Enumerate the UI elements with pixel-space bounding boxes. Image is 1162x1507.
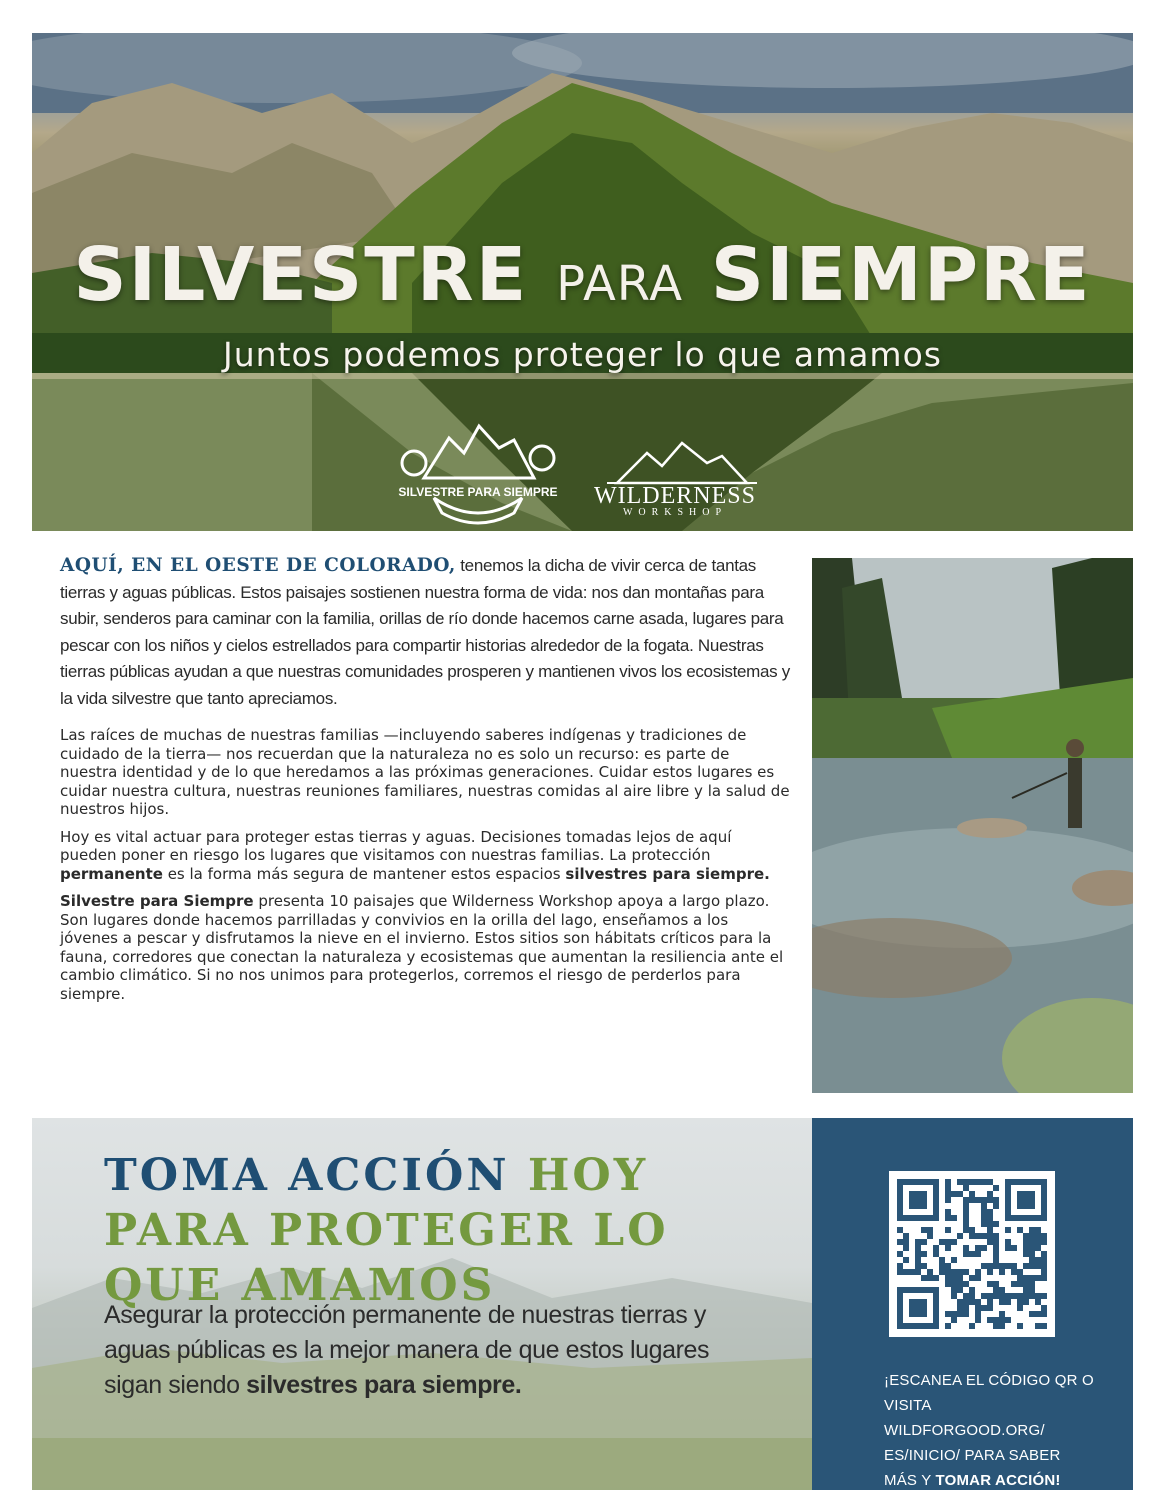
bold-silvestres: silvestres para siempre. <box>565 864 770 883</box>
silvestre-para-siempre-logo <box>394 418 562 530</box>
silvestre-logo-text: SILVESTRE PARA SIEMPRE <box>398 485 558 499</box>
bold-silvestre-para-siempre: Silvestre para Siempre <box>60 892 254 910</box>
intro-paragraph <box>60 553 790 712</box>
qr-panel <box>812 1118 1133 1490</box>
qr-instructions <box>884 1368 1094 1493</box>
paragraph-roots: Las raíces de muchas de nuestras familias —incluyendo saberes indígenas y tradiciones de cuidado de la tierra— nos recuerdan que la naturaleza no es solo un recurso: es parte de nuestra identidad y de lo que heredamos a las próximas generaciones. Cuidar estos lugares es cuidar nuestra cultura, nuestras reuniones familiares, nuestras comidas al aire libre y la salud de nuestros hijos. <box>60 726 790 818</box>
bold-permanente: permanente <box>60 864 163 883</box>
cta-body-bold: silvestres para siempre. <box>246 1371 522 1399</box>
qr-code-icon <box>889 1171 1055 1337</box>
river-photo-image <box>812 558 1133 1093</box>
qr-code[interactable] <box>889 1171 1055 1337</box>
qr-instructions-bold: TOMAR ACCIÓN! <box>935 1472 1061 1489</box>
article-body <box>60 553 790 1003</box>
hero-title <box>32 233 1133 326</box>
fishing-river-photo <box>812 558 1133 1093</box>
paragraph-act-now-text: Hoy es vital actuar para proteger estas tierras y aguas. Decisiones tomadas lejos de aquí pueden poner en riesgo los lugares que visitamos con nuestras familias. La protección <box>60 827 732 864</box>
wilderness-logo-text: WILDERNESS <box>594 483 756 509</box>
workshop-logo-text: WORKSHOP <box>622 507 728 518</box>
paragraph-landscapes-text: presenta 10 paisajes que Wilderness Workshop apoya a largo plazo. Son lugares donde hacemos parrilladas y convivios en la orilla del lago, enseñamos a los jóvenes a pescar y disfrutamos la nieve en el invierno. Estos sitios son hábitats críticos para la fauna, corredores que conectan la naturaleza y ecosistemas que aumentan la resiliencia ante el cambio climático. Si no nos unimos para protegerlos, corremos el riesgo de perderlos para siempre. <box>60 892 784 1003</box>
paragraph-act-now-text-2: es la forma más segura de mantener estos espacios <box>162 864 566 883</box>
intro-heading: AQUÍ, EN EL OESTE DE COLORADO, <box>60 555 456 576</box>
cta-body-text: Asegurar la protección permanente de nuestras tierras y aguas públicas es la mejor manera de que estos lugares sigan siendo <box>104 1301 710 1399</box>
cta-heading-dark: TOMA ACCIÓN <box>104 1150 528 1201</box>
intro-text: tenemos la dicha de vivir cerca de tantas tierras y aguas públicas. Estos paisajes sostienen nuestra forma de vida: nos dan montañas para subir, senderos para caminar con la familia, orillas de río donde hacemos carne asada, lugares para pescar con los niños y cielos estrellados para compartir historias alrededor de la fogata. Nuestras tierras públicas ayudan a que nuestras comunidades prosperen y mantienen vivos los ecosistemas y la vida silvestre que tanto apreciamos. <box>60 556 791 708</box>
paragraph-landscapes <box>60 892 790 1003</box>
qr-instructions-text: ¡ESCANEA EL CÓDIGO QR O VISITA WILDFORGOOD.ORG/ ES/INICIO/ PARA SABER MÁS Y <box>884 1372 1094 1489</box>
cta-heading <box>104 1148 744 1313</box>
hero-subtitle: Juntos podemos proteger lo que amamos <box>223 335 942 374</box>
cta-heading-green: HOY PARA PROTEGER LO QUE AMAMOS <box>104 1150 669 1311</box>
cta-body <box>104 1298 744 1403</box>
hero-title-word1: SILVESTRE <box>73 232 529 318</box>
hero-banner <box>32 33 1133 531</box>
hero-title-word3: SIEMPRE <box>710 232 1092 318</box>
hero-title-word2: PARA <box>556 256 684 312</box>
paragraph-act-now <box>60 828 790 884</box>
call-to-action-panel <box>32 1118 812 1490</box>
